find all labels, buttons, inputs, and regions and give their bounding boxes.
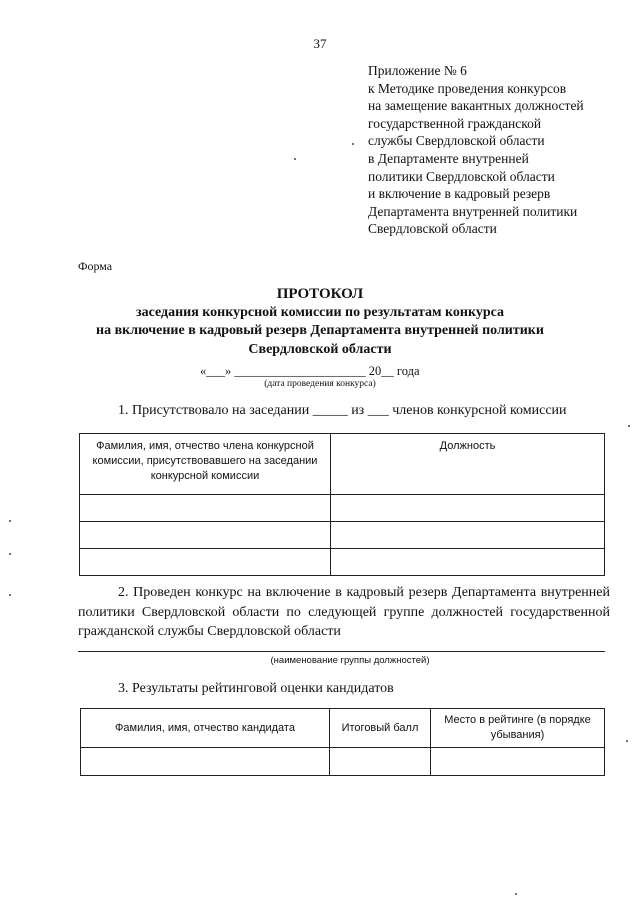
section-2-paragraph [78, 583, 610, 642]
rating-table [80, 708, 605, 776]
date-caption: (дата проведения конкурса) [264, 379, 376, 389]
scan-speck [9, 553, 11, 555]
appendix-line: Свердловской области [368, 221, 497, 237]
group-name-underline [78, 651, 605, 652]
page-number: 37 [313, 36, 327, 51]
table-cell [431, 748, 605, 776]
table-row [80, 549, 605, 576]
section-1-text: 1. Присутствовало на заседании _____ из ___ членов конкурсной комиссии [118, 403, 567, 418]
appendix-line: Департамента внутренней политики [368, 203, 578, 219]
title-line: на включение в кадровый резерв Департамента внутренней политики [96, 323, 544, 338]
title-line: заседания конкурсной комиссии по результатам конкурса [135, 304, 505, 320]
table-cell [80, 549, 331, 576]
title-line: Свердловской области [248, 341, 392, 357]
scan-speck [294, 158, 296, 160]
appendix-line: политики Свердловской области [368, 168, 555, 184]
appendix-line: к Методике проведения конкурсов [368, 80, 567, 96]
scan-speck [515, 893, 517, 895]
group-caption: (наименование группы должностей) [270, 655, 430, 666]
table-cell [80, 495, 331, 522]
table-cell [331, 522, 605, 549]
table-cell [331, 495, 605, 522]
table-cell [80, 522, 331, 549]
scan-speck [9, 594, 11, 596]
appendix-line: в Департаменте внутренней [368, 150, 529, 166]
form-label: Форма [78, 259, 113, 273]
appendix-line: государственной гражданской [368, 115, 542, 131]
table-header-row [81, 709, 605, 748]
table-cell [331, 549, 605, 576]
appendix-line: и включение в кадровый резерв [368, 186, 551, 202]
scan-speck [628, 425, 630, 427]
column-header-position: Должность [331, 434, 605, 495]
table-row [80, 495, 605, 522]
attendance-table [79, 433, 605, 576]
table-header-row [80, 434, 605, 495]
date-line: «___» _____________________ 20__ года [200, 364, 420, 378]
column-header-total-score: Итоговый балл [330, 709, 431, 748]
protocol-title [0, 285, 640, 359]
table-cell [81, 748, 330, 776]
column-header-member-name: Фамилия, имя, отчество члена конкурсной комиссии, присутствовавшего на заседании конкурсной комиссии [80, 434, 331, 495]
appendix-line: службы Свердловской области [368, 133, 545, 149]
appendix-note [368, 62, 584, 238]
table-cell [330, 748, 431, 776]
appendix-line: на замещение вакантных должностей [368, 98, 584, 114]
table-row [81, 748, 605, 776]
column-header-rank: Место в рейтинге (в порядке убывания) [431, 709, 605, 748]
scan-speck [9, 520, 11, 522]
column-header-candidate-name: Фамилия, имя, отчество кандидата [81, 709, 330, 748]
section-2-text: 2. Проведен конкурс на включение в кадровый резерв Департамента внутренней политики Свердловской области по следующей группе должностей государственной гражданской службы Свердловской области [78, 585, 610, 639]
appendix-line: Приложение № 6 [368, 63, 467, 78]
title-main: ПРОТОКОЛ [276, 286, 364, 302]
scan-speck [352, 143, 354, 145]
scan-speck [626, 740, 628, 742]
table-row [80, 522, 605, 549]
section-3-text: 3. Результаты рейтинговой оценки кандидатов [118, 681, 394, 696]
